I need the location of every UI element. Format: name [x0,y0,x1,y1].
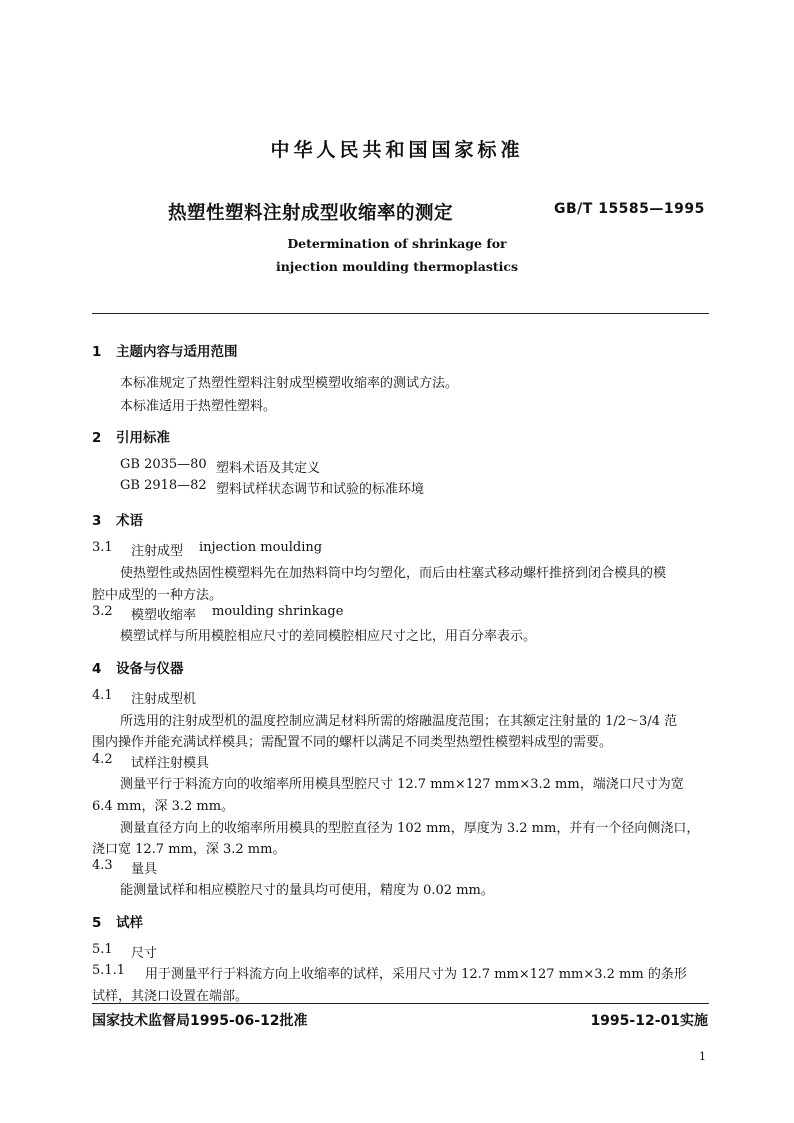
paragraph: 本标准适用于热塑性塑料。 [120,399,277,414]
standard-name: 中华人民共和国国家标准 [270,139,524,161]
reference-code: GB 2918—82 [120,478,207,493]
reference-title: 塑料术语及其定义 [216,461,321,476]
term-english: moulding shrinkage [212,604,344,619]
reference-code: GB 2035—80 [120,457,207,472]
section-title: 术语 [116,513,143,529]
english-title-line2: injection moulding thermoplastics [275,259,519,274]
subsection-number: 3.1 [92,540,113,555]
section-number: 2 [92,430,102,446]
approval-date: 国家技术监督局1995-06-12批准 [92,1013,308,1029]
subsection-number: 4.1 [92,688,113,703]
paragraph: 围内操作并能充满试样模具；需配置不同的螺杆以满足不同类型热塑性模塑料成型的需要。 [92,735,613,750]
section-heading-3 [92,509,143,529]
standard-code: GB/T 15585—1995 [554,201,705,217]
section-title: 引用标准 [116,430,170,446]
document-title: 热塑性塑料注射成型收缩率的测定 [168,203,454,224]
paragraph: 试样，其浇口设置在端部。 [92,989,249,1004]
section-number: 5 [92,915,102,931]
section-heading-1 [92,340,238,360]
paragraph: 测量直径方向上的收缩率所用模具的型腔直径为 102 mm，厚度为 3.2 mm，并有一个径向侧浇口， [120,821,700,836]
section-heading-2 [92,426,170,446]
subsection-title: 量具 [131,862,158,877]
section-number: 1 [92,344,102,360]
subsection-number: 5.1 [92,942,113,957]
page-number: 1 [699,1050,706,1063]
subsection-title: 注射成型机 [131,692,197,707]
paragraph: 使热塑性或热固性模塑料先在加热料筒中均匀塑化，而后由柱塞式移动螺杆推挤到闭合模具的模 [120,566,667,581]
subsection-number: 5.1.1 [92,963,126,978]
paragraph: 本标准规定了热塑性塑料注射成型模塑收缩率的测试方法。 [120,376,459,391]
paragraph: 6.4 mm，深 3.2 mm。 [92,799,235,814]
section-number: 4 [92,661,102,677]
paragraph: 测量平行于料流方向的收缩率所用模具型腔尺寸 12.7 mm×127 mm×3.2 mm，端浇口尺寸为宽 [120,777,684,792]
term-english: injection moulding [199,540,323,555]
header-divider [92,313,709,314]
subsection-title: 尺寸 [131,946,158,961]
reference-title: 塑料试样状态调节和试验的标准环境 [216,482,425,497]
subsection-title: 试样注射模具 [131,756,210,771]
paragraph: 浇口宽 12.7 mm，深 3.2 mm。 [92,842,286,857]
subsection-number: 4.2 [92,752,113,767]
english-title-line1: Determination of shrinkage for [287,236,507,251]
subsection-number: 4.3 [92,858,113,873]
section-heading-5 [92,911,143,931]
footer-divider [92,1003,709,1004]
section-title: 设备与仪器 [116,661,184,677]
subsection-number: 3.2 [92,604,113,619]
section-heading-4 [92,657,184,677]
paragraph: 用于测量平行于料流方向上收缩率的试样，采用尺寸为 12.7 mm×127 mm×3.2 mm 的条形 [145,967,687,982]
implementation-date: 1995-12-01实施 [590,1013,708,1029]
term: 模塑收缩率 [131,608,197,623]
section-title: 试样 [116,915,143,931]
section-title: 主题内容与适用范围 [116,344,238,360]
paragraph: 所选用的注射成型机的温度控制应满足材料所需的熔融温度范围；在其额定注射量的 1/2～3/4 范 [120,714,678,729]
paragraph: 腔中成型的一种方法。 [92,588,223,603]
term: 注射成型 [131,544,184,559]
section-number: 3 [92,513,102,529]
paragraph: 能测量试样和相应模腔尺寸的量具均可使用，精度为 0.02 mm。 [120,883,494,898]
paragraph: 模塑试样与所用模腔相应尺寸的差同模腔相应尺寸之比，用百分率表示。 [120,629,537,644]
